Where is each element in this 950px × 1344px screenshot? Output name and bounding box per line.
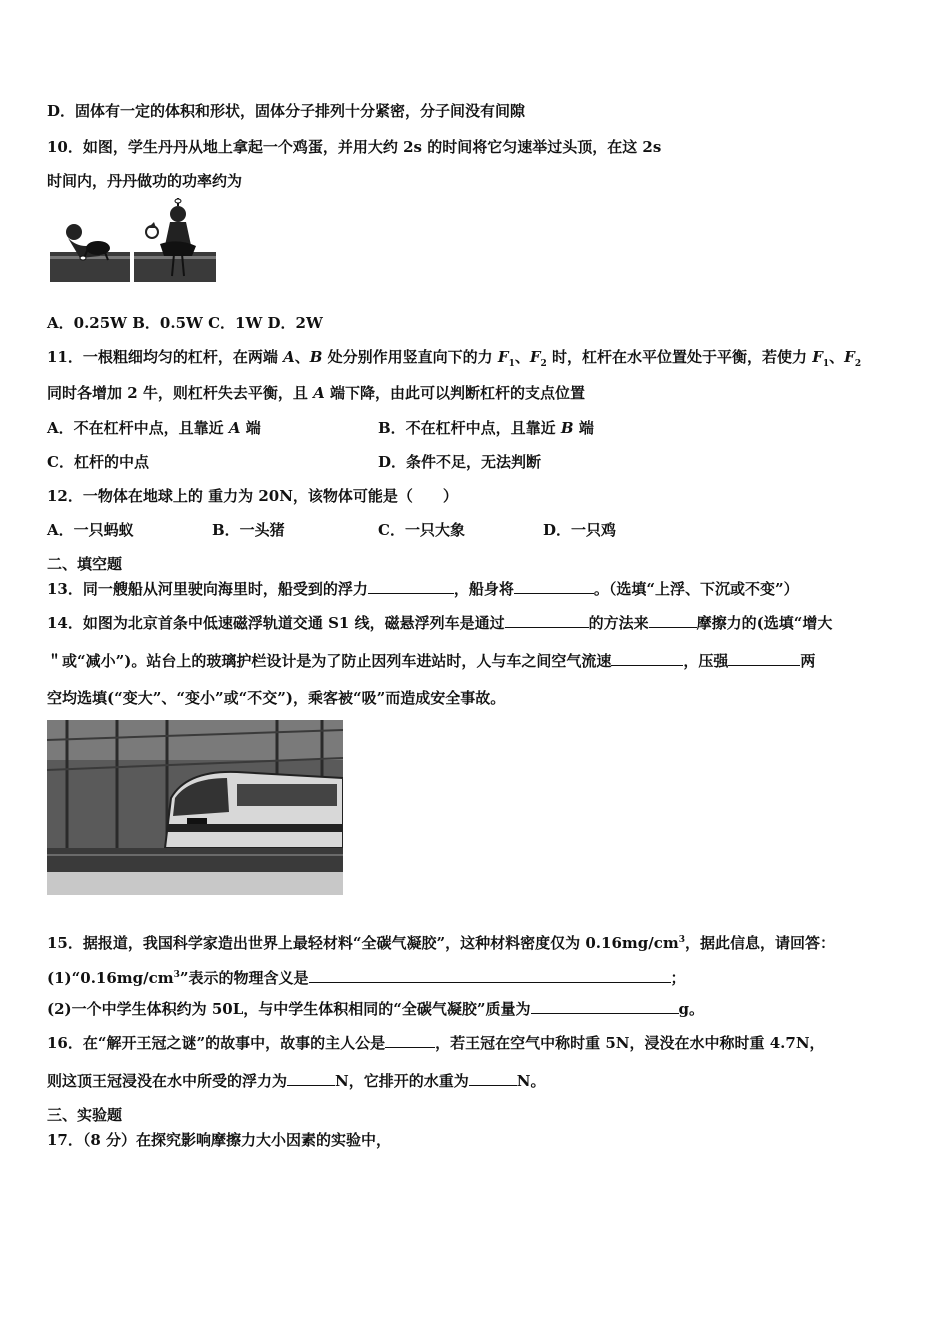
egg-lifting-figure <box>50 198 216 284</box>
section-experiment-title: 三、实验题 <box>47 1106 123 1124</box>
q16-stem-line1: 16．在“解开王冠之谜”的故事中，故事的主人公是 ，若王冠在空气中称时重 5N，浸没在水中称时重 4.7N， <box>47 1034 825 1052</box>
q14-stem-line1: 14．如图为北京首条中低速磁浮轨道交通 S1 线，磁悬浮列车是通过 的方法来 摩擦力的(选填“增大 <box>47 614 833 632</box>
q11-stem-line2: 同时各增加 2 牛，则杠杆失去平衡，且 A 端下降，由此可以判断杠杆的支点位置 <box>47 384 585 402</box>
q12-option-c: C．一只大象 <box>378 521 465 539</box>
q13-blank-2[interactable] <box>514 579 594 594</box>
q12-stem: 12．一物体在地球上的 重力为 20N，该物体可能是（ ） <box>47 487 458 505</box>
q16-blank-2[interactable] <box>287 1071 335 1086</box>
q12-option-d: D．一只鸡 <box>543 521 617 539</box>
q16-blank-1[interactable] <box>385 1033 435 1048</box>
q16-stem-line2: 则这顶王冠浸没在水中所受的浮力为 N，它排开的水重为 N。 <box>47 1072 546 1090</box>
q11-option-d: D．条件不足，无法判断 <box>378 453 542 471</box>
q14-blank-3[interactable] <box>611 651 683 666</box>
q13-stem: 13．同一艘船从河里驶向海里时，船受到的浮力 ，船身将 。（选填“上浮、下沉或不变”） <box>47 580 799 598</box>
maglev-train-photo <box>47 720 343 895</box>
q15-blank-2[interactable] <box>531 999 679 1014</box>
q14-blank-2[interactable] <box>649 613 697 628</box>
q11-stem-line1: 11．一根粗细均匀的杠杆，在两端 A、B 处分别作用竖直向下的力 $F_1$、$F_2$ 时，杠杆在水平位置处于平衡，若使力 $F_1$、$F_2$ <box>47 348 862 369</box>
q10-stem-line2: 时间内，丹丹做功的功率约为 <box>47 172 243 190</box>
q15-stem-line3: (2)一个中学生体积约为 50L，与中学生体积相同的“全碳气凝胶”质量为 g。 <box>47 1000 705 1018</box>
q10-stem-line1: 10．如图，学生丹丹从地上拿起一个鸡蛋，并用大约 2s 的时间将它匀速举过头顶，在这 2s <box>47 138 662 156</box>
q14-stem-line3: 空均选填(“变大”、“变小”或“不交”)，乘客被“吸”而造成安全事故。 <box>47 689 506 707</box>
q14-blank-1[interactable] <box>505 613 589 628</box>
q12-option-a: A．一只蚂蚁 <box>47 521 134 539</box>
q17-stem: 17．（8 分）在探究影响摩擦力大小因素的实验中， <box>47 1131 392 1149</box>
q16-blank-3[interactable] <box>469 1071 517 1086</box>
q13-blank-1[interactable] <box>368 579 454 594</box>
q11-option-a: A．不在杠杆中点，且靠近 A 端 <box>47 419 261 437</box>
q14-blank-4[interactable] <box>728 651 800 666</box>
q9-option-d: D．固体有一定的体积和形状，固体分子排列十分紧密，分子间没有间隙 <box>47 102 526 120</box>
q15-stem-line1: 15．据报道，我国科学家造出世界上最轻材料“全碳气凝胶”，这种材料密度仅为 $0.16mg/cm^3$，据此信息，请回答： <box>47 934 836 952</box>
q14-stem-line2: ＂或“减小”)。站台上的玻璃护栏设计是为了防止因列车进站时，人与车之间空气流速 ，压强 两 <box>47 652 816 670</box>
section-fill-in-title: 二、填空题 <box>47 555 123 573</box>
q11-option-b: B．不在杠杆中点，且靠近 B 端 <box>378 419 594 437</box>
q15-stem-line2: $(1)“0.16mg/cm^3$”表示的物理含义是 ； <box>47 969 686 987</box>
q12-option-b: B．一头猪 <box>212 521 285 539</box>
q11-option-c: C．杠杆的中点 <box>47 453 149 471</box>
q15-blank-1[interactable] <box>309 968 671 983</box>
q10-options: A．0.25W B．0.5W C．1W D．2W <box>47 314 323 332</box>
